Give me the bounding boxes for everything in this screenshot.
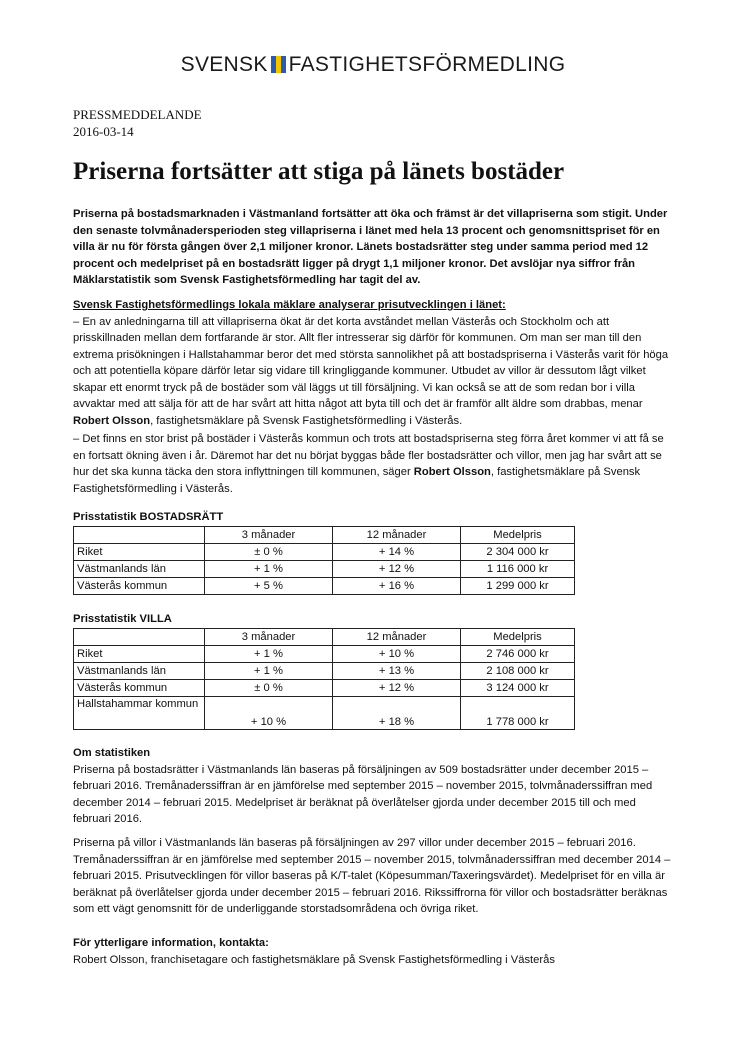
table-cell: Västerås kommun: [74, 680, 205, 697]
table-cell: 2 108 000 kr: [461, 663, 575, 680]
table-header-cell: Medelpris: [461, 629, 575, 646]
logo-text-left: SVENSK: [180, 53, 268, 76]
table-cell: + 1 %: [205, 646, 333, 663]
quote-paragraph-2: – Det finns en stor brist på bostäder i Västerås kommun och trots att bostadspriserna steg förra året kommer vi att få se en fortsatt ökning även i år. Däremot har det nu börjat byggas både fler bostadsrätter och villor, men jag har svårt att se hur det ska kunna täcka den stora inflyttningen till kommunen, säger Robert Olsson, fastighetsmäklare på Svensk Fastighetsförmedling i Västerås.: [73, 433, 664, 495]
document-date: 2016-03-14: [73, 124, 134, 139]
table-cell: 2 304 000 kr: [461, 544, 575, 561]
table-header-row: [74, 629, 575, 646]
table-row: [74, 663, 575, 680]
table-cell: + 14 %: [333, 544, 461, 561]
table-row: [74, 697, 575, 730]
about-heading: Om statistiken: [73, 747, 151, 759]
about-paragraph-2: Priserna på villor i Västmanlands län baseras på försäljningen av 297 villor under december 2015 – februari 2016. Tremånaderssiffran är en jämförelse med september 2015 – november 2015, tolvmånaderssiffran med december 2014 – februari 2015. Prisutvecklingen för villor baseras på K/T-talet (Köpesumman/Taxeringsvärdet). Medelpriset för en villa är beräknat på överlåtelser gjorda under december 2015 – februari 2016. Rikssiffrorna för villor och bostadsrätter beräknas som ett vägt genomsnitt för de underliggande storstadsområdena och övriga riket.: [73, 837, 671, 915]
table-cell: 2 746 000 kr: [461, 646, 575, 663]
table-caption-bostadsratt: Prisstatistik BOSTADSRÄTT: [73, 511, 224, 523]
quote-paragraph-1: – En av anledningarna till att villapriserna ökat är det korta avståndet mellan Västerås och Stockholm och att prisskillnaden mellan dem fortfarande är stor. Allt fler intresserar sig därför för kommunen. Om man ser man till den extrema prisökningen i Hallstahammar beror det med största sannolikhet på att bostadspriserna i Västerås varit för höga och att potentiella köpare därför letar sig vidare till kringliggande kommuner. Utbudet av villor är dessutom lågt vilket skapar ett enormt tryck på de bostäder som väl läggs ut till försäljning. Vi kan också se att de som redan bor i villa avvaktar med att sälja för att de har svårt att hitta något att byta till och det är framför allt äldre som drabbas, menar Robert Olsson, fastighetsmäklare på Svensk Fastighetsförmedling i Västerås.: [73, 315, 669, 427]
table-row: [74, 544, 575, 561]
contact-line: Robert Olsson, franchisetagare och fastighetsmäklare på Svensk Fastighetsförmedling i Västerås: [73, 953, 555, 966]
table-header-cell: 3 månader: [205, 527, 333, 544]
table-header-row: [74, 527, 575, 544]
logo-text-right: FASTIGHETSFÖRMEDLING: [288, 53, 566, 76]
table-cell: + 5 %: [205, 578, 333, 595]
table-cell: + 1 %: [205, 663, 333, 680]
table-cell: + 10 %: [205, 697, 333, 730]
company-logo: [0, 53, 746, 77]
table-cell: 3 124 000 kr: [461, 680, 575, 697]
table-bostadsratt: [73, 526, 575, 595]
table-header-cell: 3 månader: [205, 629, 333, 646]
table-cell: Riket: [74, 646, 205, 663]
lead-paragraph: Priserna på bostadsmarknaden i Västmanland fortsätter att öka och främst är det villapriserna som stigit. Under den senaste tolvmånadersperioden steg villapriserna i länet med hela 13 procent och genomsnittspriset för en villa är nu för första gången över 2,1 miljoner kronor. Länets bostadsrätter steg under samma period med 12 procent och medelpriset på en bostadsrätt ligger på drygt 1,1 miljoner kronor. Det avslöjar nya siffror från Mäklarstatistik som Svensk Fastighetsförmedling har tagit del av.: [73, 208, 668, 286]
table-header-cell: 12 månader: [333, 629, 461, 646]
page-title: Priserna fortsätter att stiga på länets bostäder: [73, 158, 565, 185]
table-cell: Riket: [74, 544, 205, 561]
table-cell: + 18 %: [333, 697, 461, 730]
about-statistics-section: [73, 745, 675, 828]
table-header-cell: Medelpris: [461, 527, 575, 544]
quote-speaker-name: Robert Olsson: [73, 414, 151, 427]
table-header-cell: 12 månader: [333, 527, 461, 544]
analysis-section: [73, 297, 675, 429]
table-cell: + 13 %: [333, 663, 461, 680]
table-cell: Västmanlands län: [74, 561, 205, 578]
table-row: [74, 578, 575, 595]
table-cell: + 12 %: [333, 561, 461, 578]
contact-heading: För ytterligare information, kontakta:: [73, 937, 269, 949]
table-row: [74, 561, 575, 578]
table-cell: + 1 %: [205, 561, 333, 578]
table-villa: [73, 628, 575, 730]
table-header-cell: [74, 527, 205, 544]
table-cell: + 12 %: [333, 680, 461, 697]
table-cell: 1 299 000 kr: [461, 578, 575, 595]
document-type-label: PRESSMEDDELANDE: [73, 107, 202, 122]
section-heading: Svensk Fastighetsförmedlings lokala mäklare analyserar prisutvecklingen i länet:: [73, 299, 506, 311]
table-cell: Västerås kommun: [74, 578, 205, 595]
quote-speaker-name: Robert Olsson: [413, 466, 491, 478]
table-row: [74, 680, 575, 697]
table-caption-villa: Prisstatistik VILLA: [73, 613, 172, 625]
logo-flag-icon: [271, 55, 286, 72]
table-cell: Hallstahammar kommun: [74, 697, 205, 730]
table-cell: 1 778 000 kr: [461, 697, 575, 730]
table-cell: Västmanlands län: [74, 663, 205, 680]
about-paragraph-1: Priserna på bostadsrätter i Västmanlands län baseras på försäljningen av 509 bostadsrätter under december 2015 – februari 2016. Tremånaderssiffran är en jämförelse med september 2015 – november 2015, tolvmånaderssiffran med december 2014 – februari 2015. Medelpriset är beräknat på överlåtelser gjorda under december 2015 till och med februari 2016.: [73, 763, 653, 825]
table-cell: + 16 %: [333, 578, 461, 595]
table-cell: ± 0 %: [205, 680, 333, 697]
table-header-cell: [74, 629, 205, 646]
table-cell: 1 116 000 kr: [461, 561, 575, 578]
table-cell: + 10 %: [333, 646, 461, 663]
table-row: [74, 646, 575, 663]
contact-section: [73, 935, 675, 968]
table-cell: ± 0 %: [205, 544, 333, 561]
